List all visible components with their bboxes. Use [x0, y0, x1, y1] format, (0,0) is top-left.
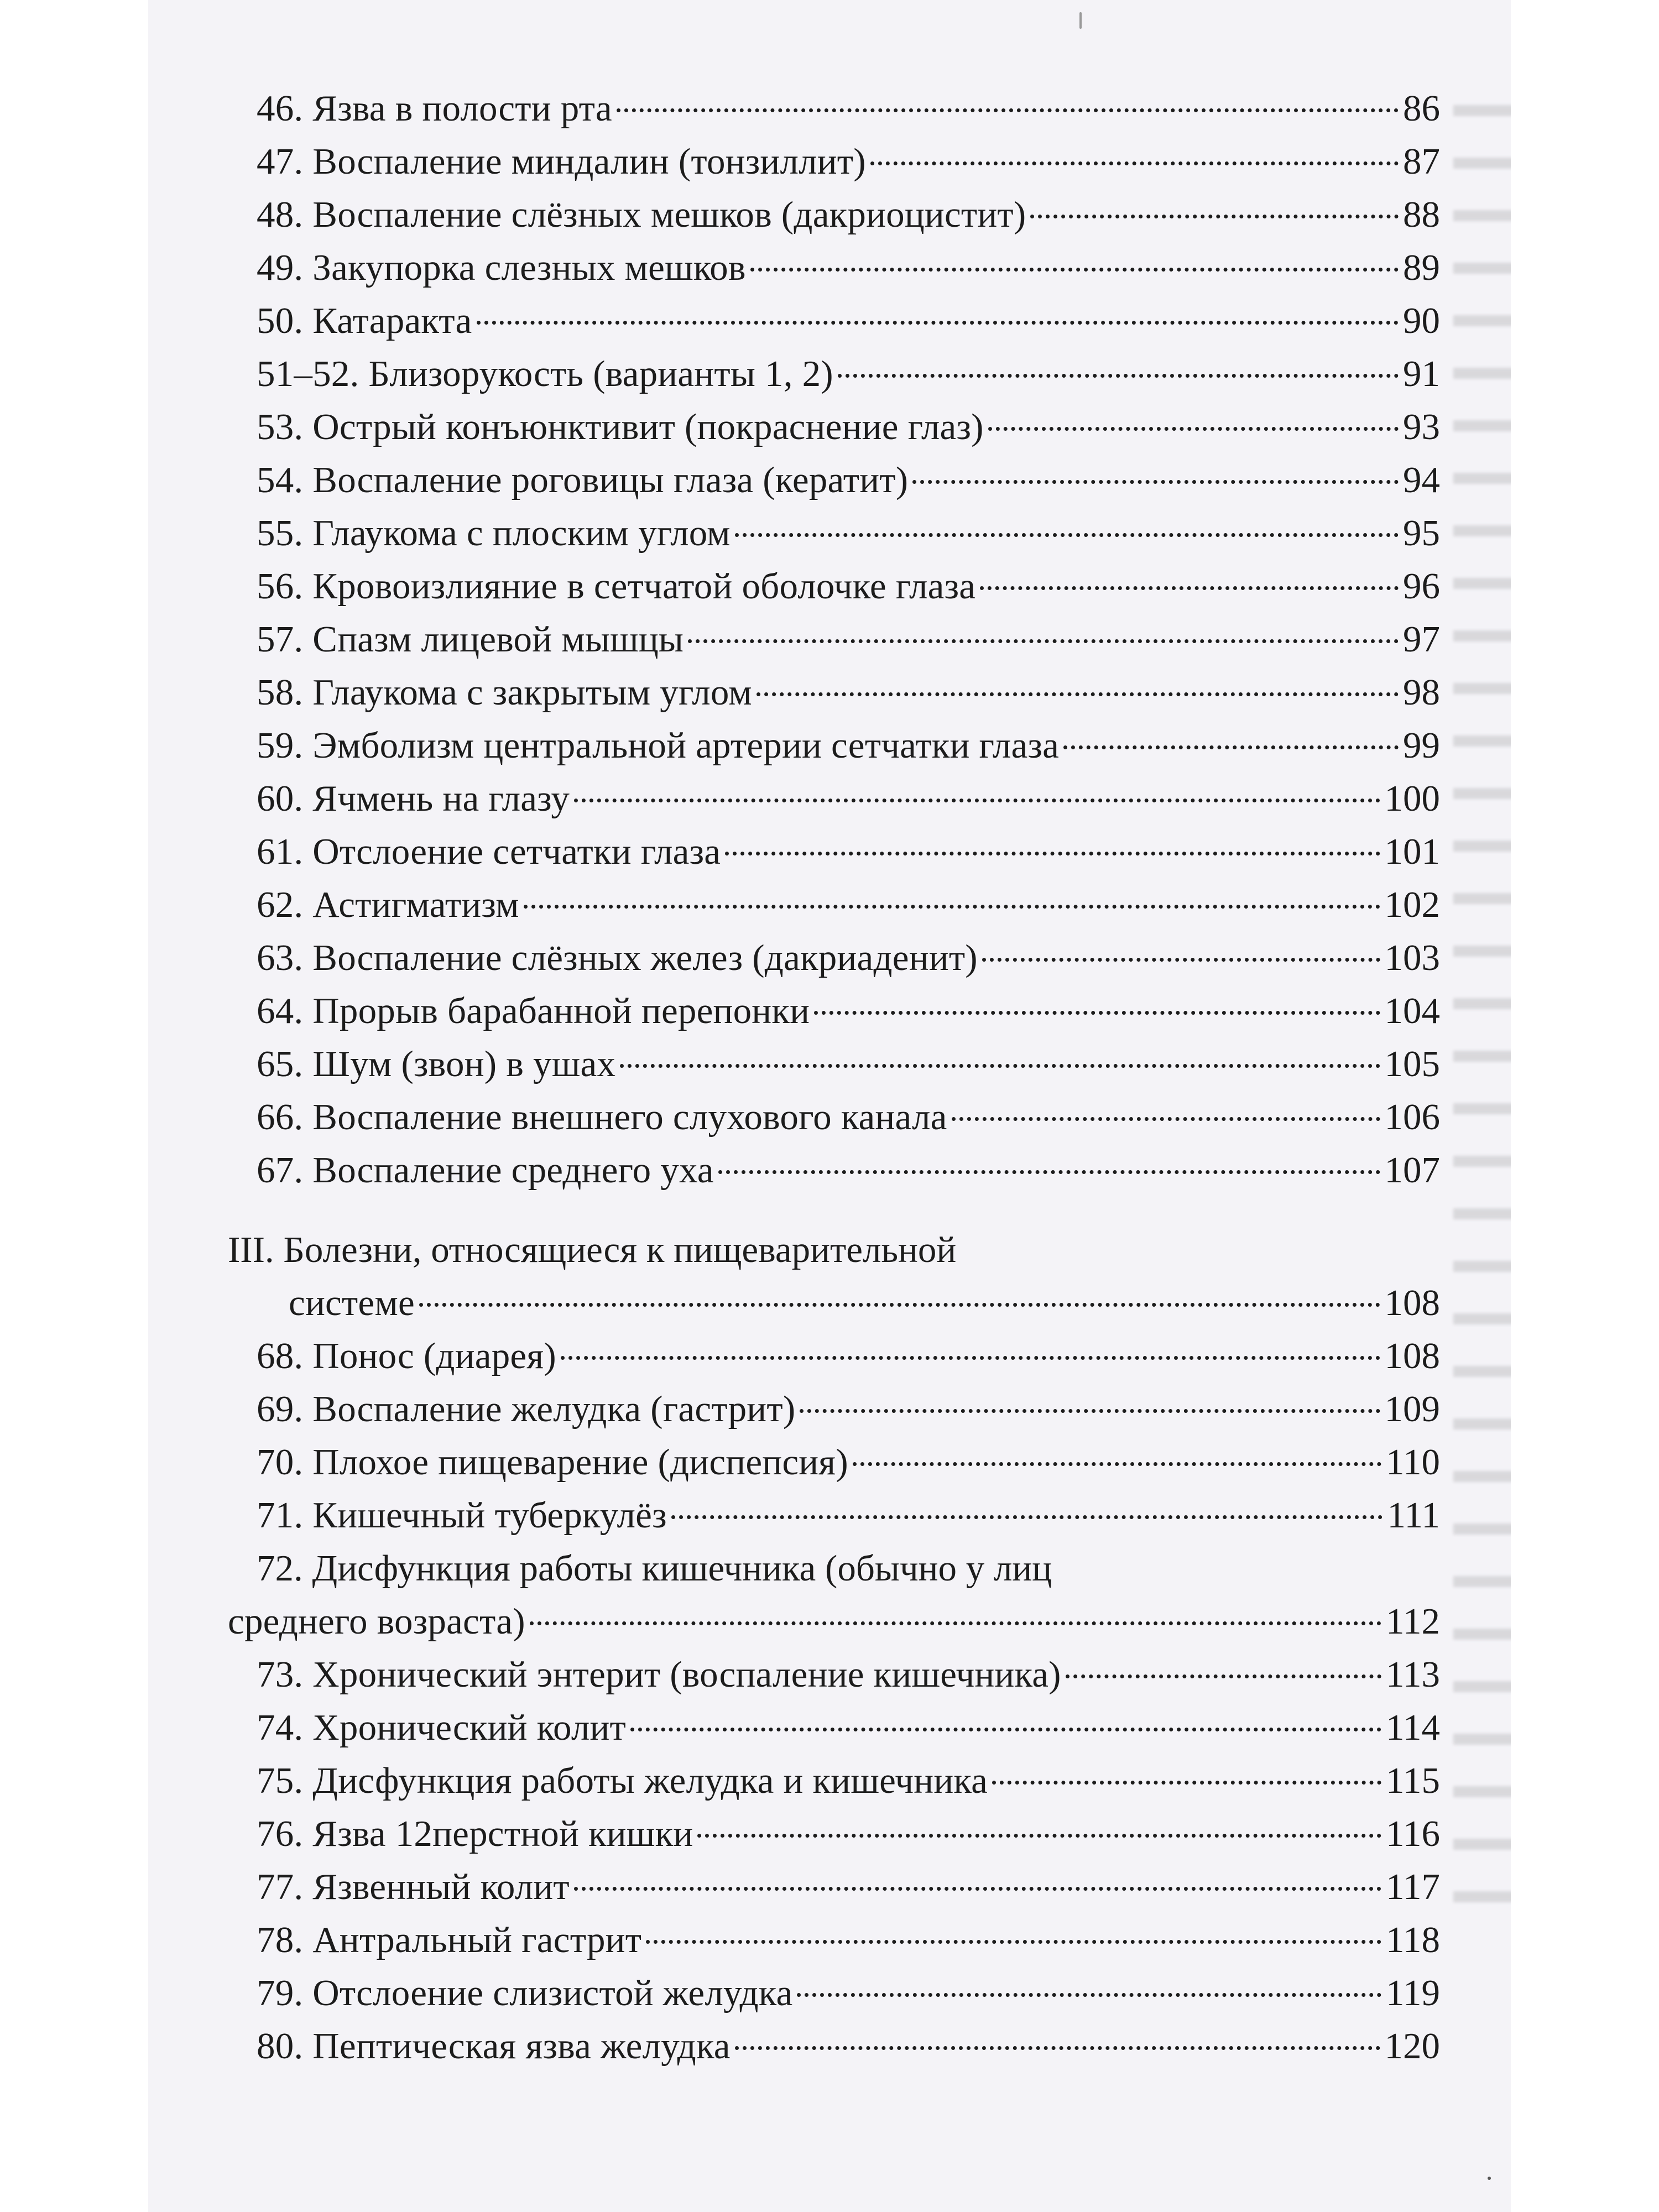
dot-leader: [757, 692, 1399, 696]
dot-leader: [992, 1781, 1381, 1785]
dot-leader: [671, 1515, 1383, 1519]
toc-page-number: 108: [1384, 1282, 1440, 1323]
dot-leader: [838, 374, 1399, 378]
toc-entry-title: 58. Глаукома с закрытым углом: [257, 672, 752, 713]
toc-entry-title: 69. Воспаление желудка (гастрит): [257, 1389, 796, 1430]
dot-leader: [750, 268, 1399, 272]
toc-entry-title: 66. Воспаление внешнего слухового канала: [257, 1097, 947, 1138]
toc-entry: [148, 1037, 1440, 1091]
dot-leader: [980, 586, 1399, 590]
toc-entry-title: 59. Эмболизм центральной артерии сетчатки глаза: [257, 725, 1060, 766]
paper-mark: [1079, 12, 1082, 29]
toc-page-number: 106: [1384, 1097, 1440, 1138]
toc-entry: [148, 560, 1440, 613]
dot-leader: [814, 1011, 1380, 1015]
toc-page-number: 108: [1384, 1335, 1440, 1376]
toc-page-number: 89: [1403, 247, 1440, 288]
dot-leader: [800, 1409, 1380, 1413]
dot-leader: [688, 639, 1399, 643]
toc-entry-title: 70. Плохое пищеварение (диспепсия): [257, 1442, 848, 1483]
toc-page-number: 102: [1384, 884, 1440, 925]
toc-page-number: 95: [1403, 513, 1440, 554]
toc-entry: [148, 772, 1440, 825]
dot-leader: [620, 1064, 1380, 1068]
toc-entry-title: 74. Хронический колит: [257, 1707, 626, 1748]
section-heading: III. Болезни, относящиеся к пищеварительной: [228, 1229, 957, 1270]
toc-page-number: 119: [1385, 1973, 1440, 2013]
toc-page-number: 118: [1385, 1919, 1440, 1960]
toc-entry: [148, 931, 1440, 984]
dot-leader: [1066, 1674, 1381, 1678]
toc-entry: [148, 1595, 1440, 1648]
toc-entry: [148, 1860, 1440, 1913]
toc-page-number: 117: [1385, 1866, 1440, 1907]
toc-entry: [148, 984, 1440, 1037]
toc-entry: [148, 1489, 1440, 1542]
toc-entry: [148, 1144, 1440, 1197]
toc-entry-title: 73. Хронический энтерит (воспаление кишечника): [257, 1654, 1061, 1695]
toc-entry: [148, 347, 1440, 400]
dot-leader: [853, 1462, 1381, 1466]
table-of-contents: [148, 0, 1511, 2212]
toc-entry-title: 56. Кровоизлияние в сетчатой оболочке глаза: [257, 566, 976, 607]
toc-page-number: 114: [1385, 1707, 1440, 1748]
dot-leader: [988, 427, 1399, 431]
toc-page-number: 115: [1385, 1760, 1440, 1801]
dot-leader: [725, 852, 1380, 855]
toc-page-number: 120: [1384, 2026, 1440, 2067]
toc-page-number: 98: [1403, 672, 1440, 713]
toc-entry: [148, 878, 1440, 931]
dot-leader: [1063, 745, 1399, 749]
toc-entry-title: 48. Воспаление слёзных мешков (дакриоцистит): [257, 194, 1026, 235]
toc-entry: [148, 294, 1440, 347]
toc-entry: [148, 1807, 1440, 1860]
toc-entry: [148, 135, 1440, 188]
toc-entry: [148, 2020, 1440, 2073]
toc-page-number: 111: [1387, 1495, 1440, 1536]
toc-entry-title: 71. Кишечный туберкулёз: [257, 1495, 667, 1536]
toc-entry-title: 65. Шум (звон) в ушах: [257, 1044, 616, 1084]
toc-entry-title: 51–52. Близорукость (варианты 1, 2): [257, 353, 833, 394]
toc-entry-title: 80. Пептическая язва желудка: [257, 2026, 731, 2067]
toc-entry: [148, 1329, 1440, 1383]
dot-leader: [477, 321, 1399, 325]
dot-leader: [524, 905, 1380, 909]
toc-entry-title: 54. Воспаление роговицы глаза (кератит): [257, 460, 909, 500]
toc-entry: [148, 1091, 1440, 1144]
toc-entry-title-line2: среднего возраста): [228, 1601, 525, 1642]
toc-entry-title: 62. Астигматизм: [257, 884, 519, 925]
toc-entry-title: 47. Воспаление миндалин (тонзиллит): [257, 141, 866, 182]
toc-page-number: 99: [1403, 725, 1440, 766]
toc-entry: [148, 82, 1440, 135]
toc-entry: [148, 241, 1440, 294]
dot-leader: [952, 1117, 1380, 1121]
toc-entry: [148, 1701, 1440, 1754]
toc-page-number: 113: [1385, 1654, 1440, 1695]
dot-leader: [574, 1887, 1381, 1891]
dot-leader: [797, 1993, 1381, 1997]
toc-entry-title: 79. Отслоение слизистой желудка: [257, 1973, 793, 2013]
toc-entry: [148, 1383, 1440, 1436]
dot-leader: [718, 1170, 1380, 1174]
dot-leader: [735, 2046, 1380, 2050]
book-page: [148, 0, 1511, 2212]
toc-page-number: 112: [1385, 1601, 1440, 1642]
toc-page-number: 105: [1384, 1044, 1440, 1084]
toc-entry-title: 60. Ячмень на глазу: [257, 778, 570, 819]
paper-speck: [1488, 2177, 1491, 2180]
toc-entry-title: 78. Антральный гастрит: [257, 1919, 642, 1960]
toc-entry: [148, 825, 1440, 878]
toc-entry-title: 57. Спазм лицевой мышцы: [257, 619, 684, 660]
toc-entry-title: 49. Закупорка слезных мешков: [257, 247, 746, 288]
dot-leader: [574, 799, 1380, 802]
dot-leader: [735, 533, 1399, 537]
toc-page-number: 94: [1403, 460, 1440, 500]
toc-entry-title: 64. Прорыв барабанной перепонки: [257, 990, 810, 1031]
toc-page-number: 91: [1403, 353, 1440, 394]
toc-entry-title: 68. Понос (диарея): [257, 1335, 556, 1376]
dot-leader: [630, 1728, 1381, 1731]
toc-entry: [148, 613, 1440, 666]
toc-entry-title: 61. Отслоение сетчатки глаза: [257, 831, 721, 872]
dot-leader: [646, 1940, 1381, 1944]
toc-entry-title: 50. Катаракта: [257, 300, 472, 341]
toc-page-number: 90: [1403, 300, 1440, 341]
toc-entry: [148, 1966, 1440, 2020]
toc-page-number: 93: [1403, 406, 1440, 447]
toc-entry: [148, 1754, 1440, 1807]
toc-page-number: 103: [1384, 937, 1440, 978]
toc-entry-title: 55. Глаукома с плоским углом: [257, 513, 731, 554]
dot-leader: [912, 480, 1399, 484]
toc-entry-title-line1: 72. Дисфункция работы кишечника (обычно у лиц: [257, 1548, 1052, 1589]
dot-leader: [561, 1356, 1380, 1360]
toc-page-number: 97: [1403, 619, 1440, 660]
dot-leader: [697, 1834, 1381, 1838]
toc-entry: [148, 1648, 1440, 1701]
toc-page-number: 109: [1384, 1389, 1440, 1430]
toc-page-number: 88: [1403, 194, 1440, 235]
toc-page-number: 116: [1385, 1813, 1440, 1854]
dot-leader: [530, 1621, 1381, 1625]
toc-entry: [148, 400, 1440, 453]
toc-entry-title: 77. Язвенный колит: [257, 1866, 570, 1907]
toc-entry: [148, 719, 1440, 772]
toc-page-number: 96: [1403, 566, 1440, 607]
toc-entry-title: 75. Дисфункция работы желудка и кишечника: [257, 1760, 988, 1801]
dot-leader: [870, 161, 1399, 165]
toc-entry: [148, 453, 1440, 507]
toc-entry-title: 46. Язва в полости рта: [257, 88, 612, 129]
toc-page-number: 86: [1403, 88, 1440, 129]
toc-entry: [148, 666, 1440, 719]
toc-page-number: 110: [1385, 1442, 1440, 1483]
toc-entry: [148, 188, 1440, 241]
toc-entry: [148, 507, 1440, 560]
toc-page-number: 104: [1384, 990, 1440, 1031]
dot-leader: [617, 108, 1399, 112]
toc-entry-title: 76. Язва 12перстной кишки: [257, 1813, 693, 1854]
toc-page-number: 87: [1403, 141, 1440, 182]
toc-entry-title: 63. Воспаление слёзных желез (дакриаденит): [257, 937, 978, 978]
toc-page-number: 101: [1384, 831, 1440, 872]
section-heading-continuation: [148, 1276, 1440, 1329]
toc-entry-title: 67. Воспаление среднего уха: [257, 1150, 714, 1191]
toc-entry: [148, 1913, 1440, 1966]
dot-leader: [982, 958, 1380, 962]
toc-entry: [148, 1436, 1440, 1489]
toc-entry-title: 53. Острый конъюнктивит (покраснение глаз): [257, 406, 984, 447]
section-heading-line2: системе: [289, 1282, 415, 1323]
dot-leader: [419, 1303, 1380, 1307]
toc-page-number: 107: [1384, 1150, 1440, 1191]
dot-leader: [1030, 215, 1399, 218]
toc-page-number: 100: [1384, 778, 1440, 819]
